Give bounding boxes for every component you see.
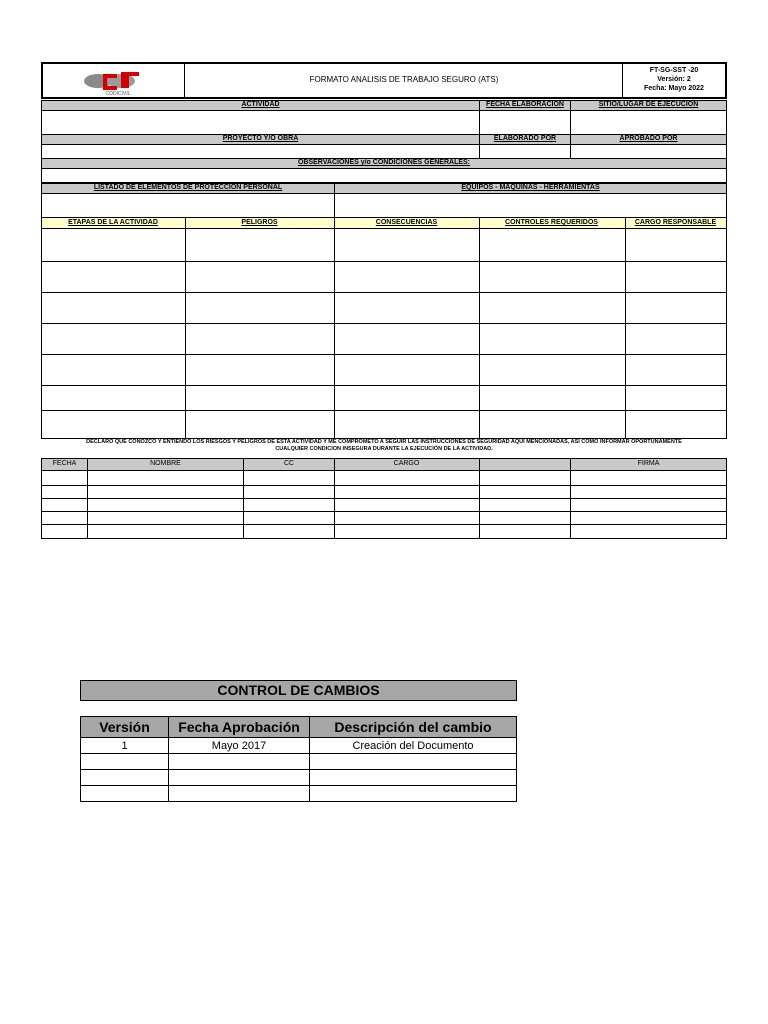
col-nombre: NOMBRE <box>150 460 181 467</box>
header-meta-cell <box>622 64 725 97</box>
cc-version-cell[interactable] <box>81 770 169 786</box>
elaborado-por-label: ELABORADO POR <box>493 135 557 142</box>
table-row-line <box>42 323 726 324</box>
divider <box>243 459 244 539</box>
declaration-line-1: DECLARO QUE CONOZCO Y ENTIENDO LOS RIESGOS Y PELIGROS DE ESTA ACTIVIDAD Y ME COMPROMETO A SEGUIR LAS INSTRUCCIONES DE SEGURIDAD AQUÍ MENCIONADAS, ASI COMO INFORMAR OPORTUNAMENTE <box>86 439 682 445</box>
col-firma: FIRMA <box>637 460 660 467</box>
divider <box>479 217 480 439</box>
col-cargo-responsable: CARGO RESPONSABLE <box>634 219 717 226</box>
cc-fecha-cell[interactable] <box>169 770 310 786</box>
col-etapas: ETAPAS DE LA ACTIVIDAD <box>68 219 158 226</box>
proyecto-label: PROYECTO Y/O OBRA <box>222 135 299 142</box>
observaciones-label: OBSERVACIONES y/o CONDICIONES GENERALES: <box>297 159 471 166</box>
divider <box>570 459 571 539</box>
table-row <box>81 786 517 802</box>
document-version: Versión: 2 <box>657 76 691 83</box>
divider <box>625 217 626 439</box>
table-row-line <box>42 524 726 525</box>
table-row-line <box>42 485 726 486</box>
divider <box>334 217 335 439</box>
cc-version-cell: 1 <box>81 738 169 754</box>
listado-epp-label: LISTADO DE ELEMENTOS DE PROTECCION PERSONAL <box>93 184 283 191</box>
table-row <box>81 770 517 786</box>
control-cambios-header-row <box>81 717 517 738</box>
actividad-input-row[interactable] <box>41 110 727 135</box>
cc-fecha-cell[interactable] <box>169 786 310 802</box>
sitio-label: SITIO/LUGAR DE EJECUCIÓN <box>598 101 699 108</box>
cc-descripcion-cell[interactable] <box>310 754 517 770</box>
col-consecuencias: CONSECUENCIAS <box>375 219 438 226</box>
divider <box>334 459 335 539</box>
logo-text: CODICIVIL <box>105 91 131 97</box>
cc-descripcion-cell: Creación del Documento <box>310 738 517 754</box>
document-date: Fecha: Mayo 2022 <box>644 85 704 92</box>
declaration-line-2: CUALQUIER CONDICION INSEGURA DURANTE LA EJECUCIÓN DE LA ACTIVIDAD. <box>275 446 493 452</box>
control-cambios-title: CONTROL DE CAMBIOS <box>80 680 517 701</box>
table-row-line <box>42 261 726 262</box>
table-row-line <box>42 498 726 499</box>
col-cc: CC <box>283 460 295 467</box>
actividad-label: ACTIVIDAD <box>241 101 280 108</box>
epp-input-row[interactable] <box>41 193 727 218</box>
fecha-elaboracion-label: FECHA ELABORACION <box>486 101 564 108</box>
col-controles: CONTROLES REQUERIDOS <box>505 219 598 226</box>
cc-descripcion-cell[interactable] <box>310 770 517 786</box>
aprobado-por-label: APROBADO POR <box>619 135 678 142</box>
control-cambios-table <box>80 716 517 802</box>
cc-version-cell[interactable] <box>81 754 169 770</box>
col-cargo: CARGO <box>393 460 420 467</box>
divider <box>479 459 480 539</box>
document-code: FT-SG-SST -20 <box>649 67 699 74</box>
analysis-table-body <box>41 228 727 439</box>
cc-descripcion-cell[interactable] <box>310 786 517 802</box>
cc-col-descripcion: Descripción del cambio <box>310 717 517 738</box>
divider <box>334 183 335 218</box>
cc-fecha-cell: Mayo 2017 <box>169 738 310 754</box>
cc-fecha-cell[interactable] <box>169 754 310 770</box>
col-fecha: FECHA <box>52 460 77 467</box>
table-row <box>81 738 517 754</box>
divider <box>185 217 186 439</box>
cc-col-fecha: Fecha Aprobación <box>169 717 310 738</box>
observaciones-input-row[interactable] <box>41 168 727 183</box>
col-peligros: PELIGROS <box>241 219 278 226</box>
proyecto-input-row[interactable] <box>41 144 727 159</box>
table-row-line <box>42 385 726 386</box>
company-logo <box>43 64 185 97</box>
header-title: FORMATO ANALISIS DE TRABAJO SEGURO (ATS) <box>309 75 499 84</box>
table-row-line <box>42 511 726 512</box>
table-row-line <box>42 354 726 355</box>
cc-col-version: Versión <box>81 717 169 738</box>
divider <box>570 134 571 159</box>
table-row <box>81 754 517 770</box>
signature-table-body <box>41 470 727 539</box>
header-logo-cell <box>43 64 185 97</box>
table-row-line <box>42 410 726 411</box>
equipos-label: EQUIPOS - MAQUINAS - HERRAMIENTAS <box>461 184 600 191</box>
divider <box>479 134 480 159</box>
table-row-line <box>42 292 726 293</box>
cc-version-cell[interactable] <box>81 786 169 802</box>
divider <box>87 459 88 539</box>
